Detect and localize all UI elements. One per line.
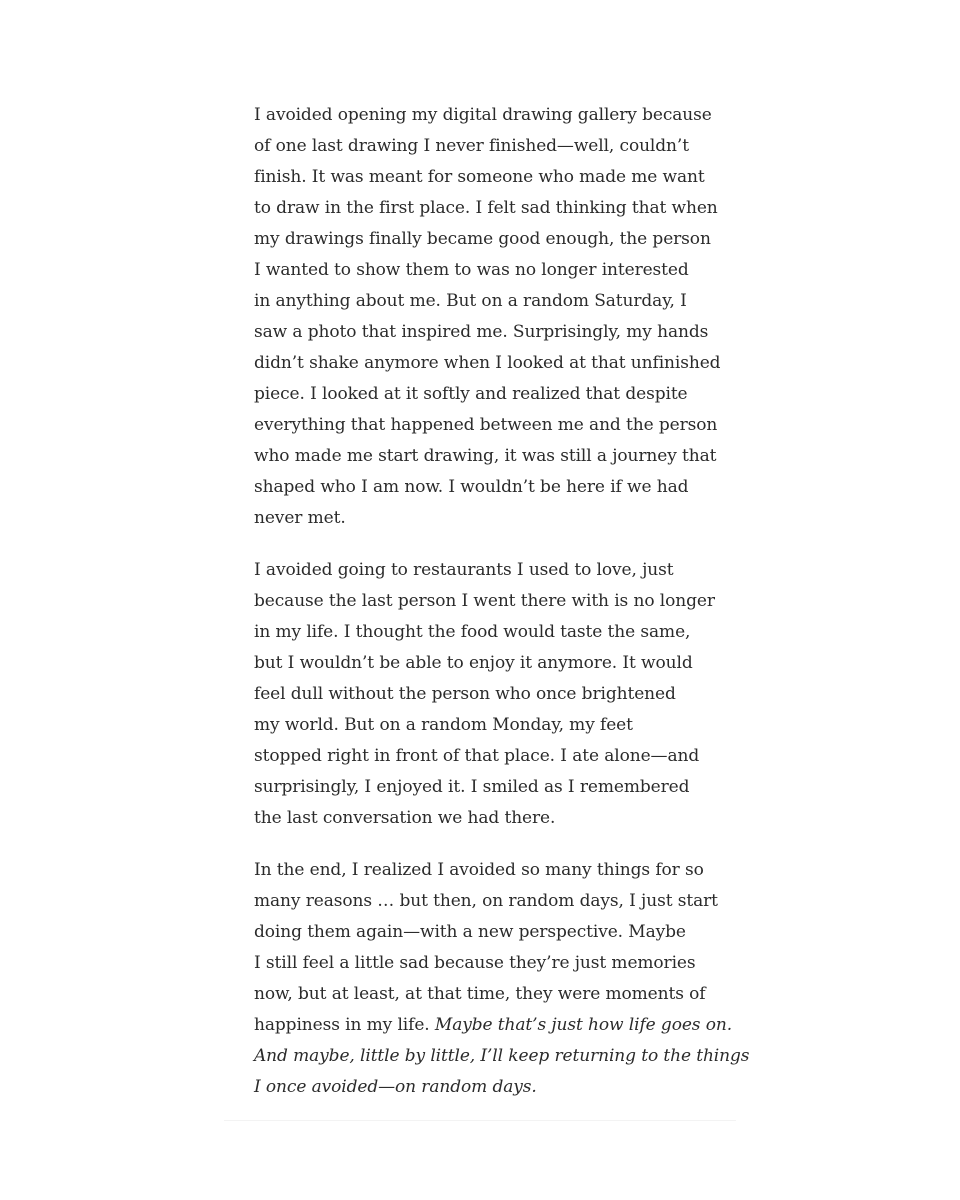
text-line: saw a photo that inspired me. Surprisingly, my hands: [254, 322, 709, 342]
text-line: many reasons … but then, on random days, I just start: [254, 891, 718, 911]
article-body: [254, 100, 750, 1124]
text-line: the last conversation we had there.: [254, 808, 556, 828]
italic-segment: Maybe that’s just how life goes on.: [434, 1015, 733, 1035]
text-line: feel dull without the person who once brightened: [254, 684, 676, 704]
text-line: didn’t shake anymore when I looked at that unfinished: [254, 353, 721, 373]
text-line: in my life. I thought the food would taste the same,: [254, 622, 691, 642]
text-line: to draw in the first place. I felt sad thinking that when: [254, 198, 718, 218]
text-line: my drawings finally became good enough, the person: [254, 229, 711, 249]
paragraph-drawing-gallery: [254, 100, 721, 534]
text-line: stopped right in front of that place. I ate alone—and: [254, 746, 700, 766]
text-line: who made me start drawing, it was still a journey that: [254, 446, 717, 466]
text-line: surprisingly, I enjoyed it. I smiled as I remembered: [254, 777, 690, 797]
italic-text-line: And maybe, little by little, I’ll keep returning to the things: [254, 1046, 750, 1066]
text-line: everything that happened between me and the person: [254, 415, 718, 435]
text-line: now, but at least, at that time, they were moments of: [254, 984, 706, 1004]
text-line: but I wouldn’t be able to enjoy it anymore. It would: [254, 653, 693, 673]
text-line: my world. But on a random Monday, my feet: [254, 715, 633, 735]
text-line: finish. It was meant for someone who made me want: [254, 167, 705, 187]
text-line-mixed: [254, 1010, 733, 1041]
text-line: I still feel a little sad because they’re just memories: [254, 953, 696, 973]
text-line: of one last drawing I never finished—well, couldn’t: [254, 136, 689, 156]
italic-text-line: I once avoided—on random days.: [254, 1077, 537, 1097]
paragraph-restaurants: [254, 555, 714, 834]
text-line: I avoided going to restaurants I used to love, just: [254, 560, 674, 580]
text-line: shaped who I am now. I wouldn’t be here if we had: [254, 477, 689, 497]
text-line: piece. I looked at it softly and realized that despite: [254, 384, 688, 404]
text-line: because the last person I went there with is no longer: [254, 591, 715, 611]
text-line: never met.: [254, 508, 346, 528]
text-segment: happiness in my life.: [254, 1015, 435, 1035]
paragraph-conclusion: [254, 855, 750, 1103]
text-line: In the end, I realized I avoided so many things for so: [254, 860, 704, 880]
text-line: in anything about me. But on a random Saturday, I: [254, 291, 687, 311]
bottom-divider: [224, 1120, 736, 1121]
text-line: doing them again—with a new perspective. Maybe: [254, 922, 686, 942]
text-line: I wanted to show them to was no longer interested: [254, 260, 689, 280]
text-line: I avoided opening my digital drawing gallery because: [254, 105, 712, 125]
